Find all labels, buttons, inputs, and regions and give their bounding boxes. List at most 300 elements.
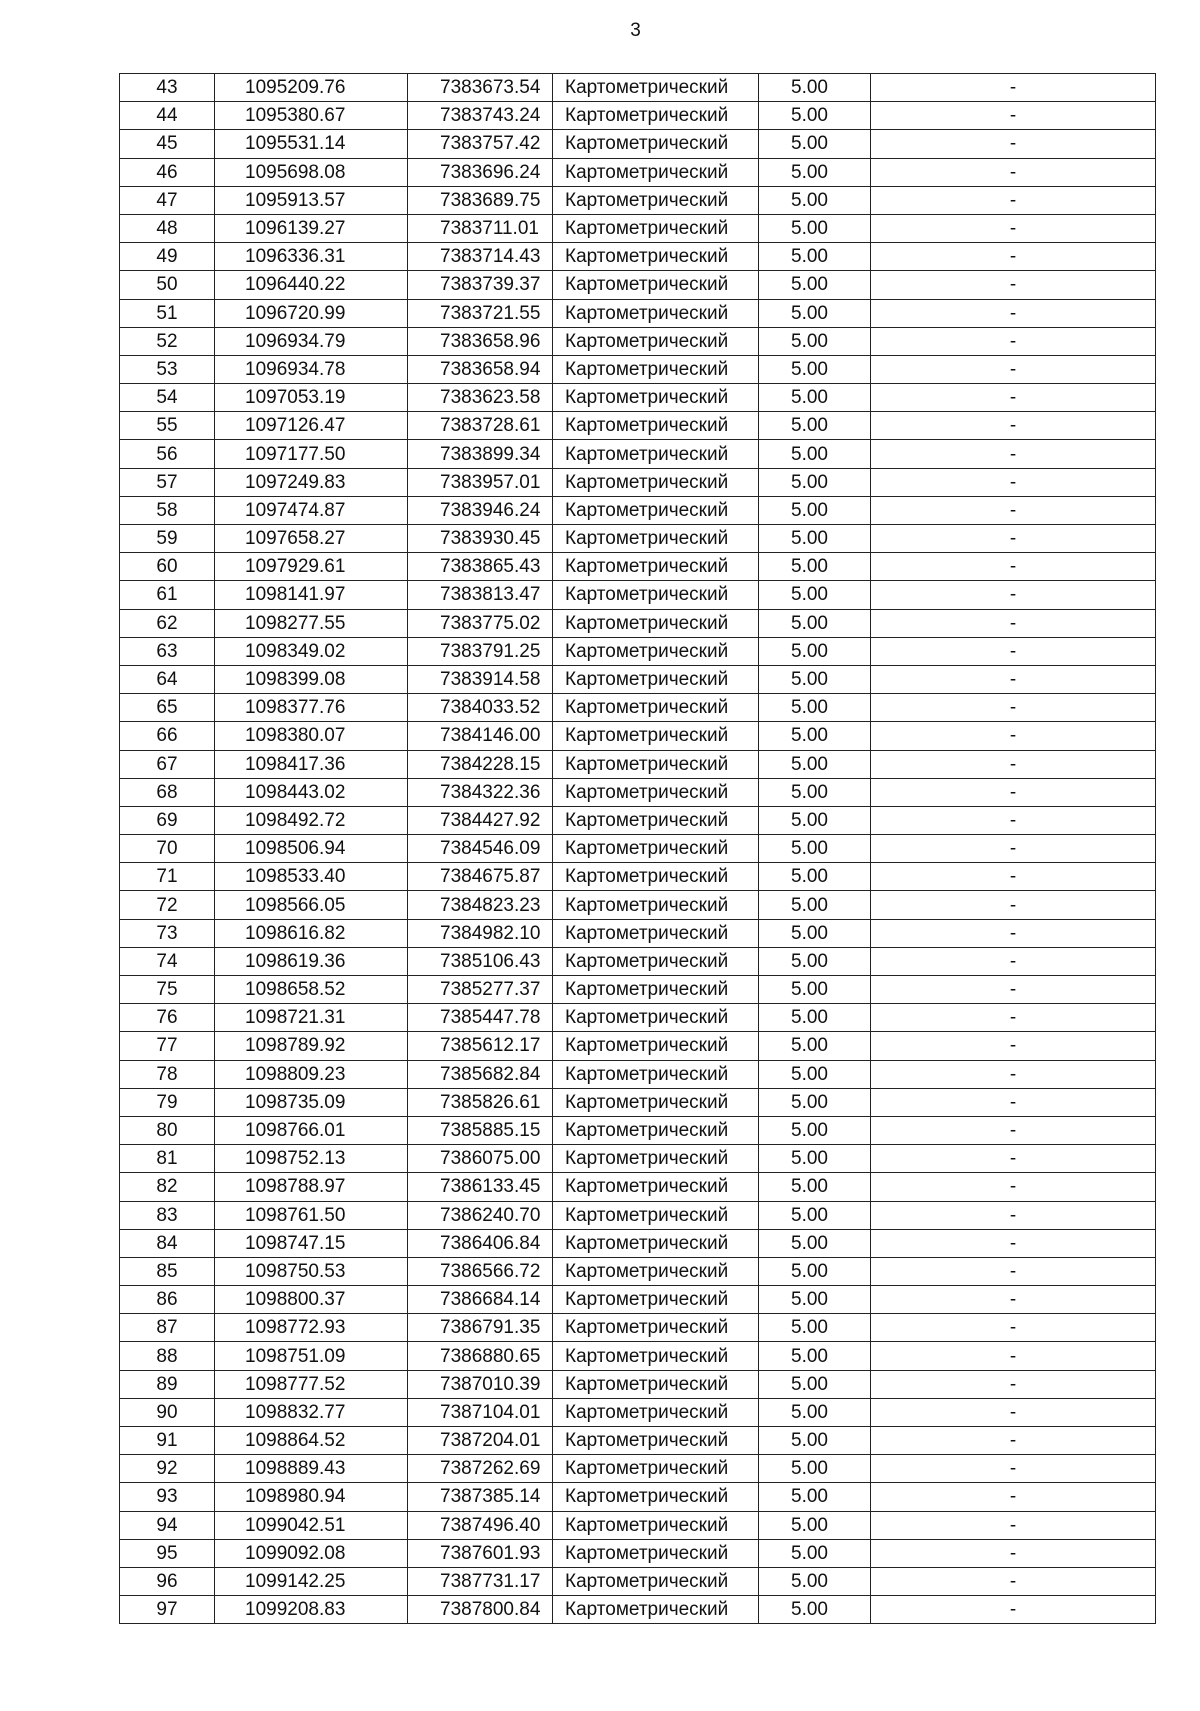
- accuracy-cell: 5.00: [759, 750, 871, 778]
- note-cell: -: [871, 1342, 1156, 1370]
- point-number-cell: 60: [120, 553, 215, 581]
- method-cell: Картометрический: [553, 863, 759, 891]
- method-cell: Картометрический: [553, 553, 759, 581]
- point-number-cell: 77: [120, 1032, 215, 1060]
- note-cell: -: [871, 919, 1156, 947]
- table-row: [120, 1455, 1156, 1483]
- note-cell: -: [871, 130, 1156, 158]
- y-coordinate-cell: 7383865.43: [408, 553, 553, 581]
- x-coordinate-cell: 1098761.50: [215, 1201, 408, 1229]
- accuracy-cell: 5.00: [759, 1116, 871, 1144]
- point-number-cell: 78: [120, 1060, 215, 1088]
- note-cell: -: [871, 1539, 1156, 1567]
- y-coordinate-cell: 7386075.00: [408, 1145, 553, 1173]
- note-cell: -: [871, 750, 1156, 778]
- accuracy-cell: 5.00: [759, 496, 871, 524]
- note-cell: -: [871, 1032, 1156, 1060]
- x-coordinate-cell: 1099142.25: [215, 1567, 408, 1595]
- x-coordinate-cell: 1097177.50: [215, 440, 408, 468]
- method-cell: Картометрический: [553, 581, 759, 609]
- note-cell: -: [871, 1286, 1156, 1314]
- accuracy-cell: 5.00: [759, 468, 871, 496]
- y-coordinate-cell: 7385612.17: [408, 1032, 553, 1060]
- x-coordinate-cell: 1097249.83: [215, 468, 408, 496]
- table-row: [120, 1370, 1156, 1398]
- method-cell: Картометрический: [553, 1398, 759, 1426]
- note-cell: -: [871, 637, 1156, 665]
- y-coordinate-cell: 7386791.35: [408, 1314, 553, 1342]
- y-coordinate-cell: 7383739.37: [408, 271, 553, 299]
- y-coordinate-cell: 7387385.14: [408, 1483, 553, 1511]
- x-coordinate-cell: 1097474.87: [215, 496, 408, 524]
- accuracy-cell: 5.00: [759, 1567, 871, 1595]
- y-coordinate-cell: 7383714.43: [408, 243, 553, 271]
- y-coordinate-cell: 7383757.42: [408, 130, 553, 158]
- point-number-cell: 71: [120, 863, 215, 891]
- point-number-cell: 46: [120, 158, 215, 186]
- method-cell: Картометрический: [553, 412, 759, 440]
- note-cell: -: [871, 186, 1156, 214]
- x-coordinate-cell: 1098506.94: [215, 835, 408, 863]
- point-number-cell: 54: [120, 384, 215, 412]
- x-coordinate-cell: 1098443.02: [215, 778, 408, 806]
- accuracy-cell: 5.00: [759, 581, 871, 609]
- y-coordinate-cell: 7384823.23: [408, 891, 553, 919]
- accuracy-cell: 5.00: [759, 722, 871, 750]
- table-row: [120, 750, 1156, 778]
- y-coordinate-cell: 7385885.15: [408, 1116, 553, 1144]
- accuracy-cell: 5.00: [759, 1201, 871, 1229]
- accuracy-cell: 5.00: [759, 609, 871, 637]
- method-cell: Картометрический: [553, 694, 759, 722]
- y-coordinate-cell: 7383696.24: [408, 158, 553, 186]
- method-cell: Картометрический: [553, 976, 759, 1004]
- method-cell: Картометрический: [553, 1145, 759, 1173]
- table-row: [120, 947, 1156, 975]
- note-cell: -: [871, 581, 1156, 609]
- y-coordinate-cell: 7384675.87: [408, 863, 553, 891]
- note-cell: -: [871, 243, 1156, 271]
- x-coordinate-cell: 1098766.01: [215, 1116, 408, 1144]
- x-coordinate-cell: 1096934.79: [215, 327, 408, 355]
- x-coordinate-cell: 1098832.77: [215, 1398, 408, 1426]
- page-number: 3: [630, 20, 641, 41]
- point-number-cell: 67: [120, 750, 215, 778]
- note-cell: -: [871, 665, 1156, 693]
- x-coordinate-cell: 1098777.52: [215, 1370, 408, 1398]
- table-row: [120, 722, 1156, 750]
- y-coordinate-cell: 7384146.00: [408, 722, 553, 750]
- x-coordinate-cell: 1096336.31: [215, 243, 408, 271]
- point-number-cell: 48: [120, 214, 215, 242]
- accuracy-cell: 5.00: [759, 665, 871, 693]
- method-cell: Картометрический: [553, 384, 759, 412]
- point-number-cell: 72: [120, 891, 215, 919]
- table-row: [120, 553, 1156, 581]
- method-cell: Картометрический: [553, 158, 759, 186]
- x-coordinate-cell: 1096440.22: [215, 271, 408, 299]
- method-cell: Картометрический: [553, 74, 759, 102]
- method-cell: Картометрический: [553, 1201, 759, 1229]
- accuracy-cell: 5.00: [759, 947, 871, 975]
- x-coordinate-cell: 1098772.93: [215, 1314, 408, 1342]
- note-cell: -: [871, 1060, 1156, 1088]
- accuracy-cell: 5.00: [759, 102, 871, 130]
- y-coordinate-cell: 7385106.43: [408, 947, 553, 975]
- point-number-cell: 86: [120, 1286, 215, 1314]
- accuracy-cell: 5.00: [759, 1060, 871, 1088]
- accuracy-cell: 5.00: [759, 1286, 871, 1314]
- accuracy-cell: 5.00: [759, 186, 871, 214]
- y-coordinate-cell: 7387800.84: [408, 1596, 553, 1624]
- method-cell: Картометрический: [553, 919, 759, 947]
- accuracy-cell: 5.00: [759, 1596, 871, 1624]
- point-number-cell: 61: [120, 581, 215, 609]
- note-cell: -: [871, 1370, 1156, 1398]
- point-number-cell: 87: [120, 1314, 215, 1342]
- point-number-cell: 55: [120, 412, 215, 440]
- accuracy-cell: 5.00: [759, 1173, 871, 1201]
- method-cell: Картометрический: [553, 1539, 759, 1567]
- accuracy-cell: 5.00: [759, 863, 871, 891]
- x-coordinate-cell: 1098747.15: [215, 1229, 408, 1257]
- accuracy-cell: 5.00: [759, 835, 871, 863]
- method-cell: Картометрический: [553, 271, 759, 299]
- table-row: [120, 440, 1156, 468]
- table-row: [120, 863, 1156, 891]
- accuracy-cell: 5.00: [759, 412, 871, 440]
- accuracy-cell: 5.00: [759, 1398, 871, 1426]
- y-coordinate-cell: 7384427.92: [408, 806, 553, 834]
- accuracy-cell: 5.00: [759, 525, 871, 553]
- x-coordinate-cell: 1099042.51: [215, 1511, 408, 1539]
- y-coordinate-cell: 7385682.84: [408, 1060, 553, 1088]
- x-coordinate-cell: 1098750.53: [215, 1257, 408, 1285]
- y-coordinate-cell: 7387010.39: [408, 1370, 553, 1398]
- y-coordinate-cell: 7383721.55: [408, 299, 553, 327]
- note-cell: -: [871, 806, 1156, 834]
- table-row: [120, 1229, 1156, 1257]
- method-cell: Картометрический: [553, 1511, 759, 1539]
- accuracy-cell: 5.00: [759, 1088, 871, 1116]
- method-cell: Картометрический: [553, 496, 759, 524]
- table-row: [120, 299, 1156, 327]
- point-number-cell: 79: [120, 1088, 215, 1116]
- method-cell: Картометрический: [553, 440, 759, 468]
- point-number-cell: 88: [120, 1342, 215, 1370]
- table-row: [120, 525, 1156, 553]
- table-row: [120, 1398, 1156, 1426]
- x-coordinate-cell: 1098809.23: [215, 1060, 408, 1088]
- table-row: [120, 1088, 1156, 1116]
- method-cell: Картометрический: [553, 1286, 759, 1314]
- y-coordinate-cell: 7383689.75: [408, 186, 553, 214]
- y-coordinate-cell: 7387731.17: [408, 1567, 553, 1595]
- y-coordinate-cell: 7387601.93: [408, 1539, 553, 1567]
- note-cell: -: [871, 778, 1156, 806]
- x-coordinate-cell: 1098277.55: [215, 609, 408, 637]
- x-coordinate-cell: 1095913.57: [215, 186, 408, 214]
- table-row: [120, 271, 1156, 299]
- x-coordinate-cell: 1096720.99: [215, 299, 408, 327]
- accuracy-cell: 5.00: [759, 355, 871, 383]
- note-cell: -: [871, 74, 1156, 102]
- y-coordinate-cell: 7386406.84: [408, 1229, 553, 1257]
- point-number-cell: 96: [120, 1567, 215, 1595]
- point-number-cell: 52: [120, 327, 215, 355]
- note-cell: -: [871, 891, 1156, 919]
- table-row: [120, 835, 1156, 863]
- table-row: [120, 1060, 1156, 1088]
- table-row: [120, 665, 1156, 693]
- x-coordinate-cell: 1095531.14: [215, 130, 408, 158]
- point-number-cell: 64: [120, 665, 215, 693]
- point-number-cell: 47: [120, 186, 215, 214]
- table-row: [120, 1032, 1156, 1060]
- accuracy-cell: 5.00: [759, 271, 871, 299]
- accuracy-cell: 5.00: [759, 637, 871, 665]
- y-coordinate-cell: 7384033.52: [408, 694, 553, 722]
- y-coordinate-cell: 7383658.94: [408, 355, 553, 383]
- method-cell: Картометрический: [553, 327, 759, 355]
- accuracy-cell: 5.00: [759, 1229, 871, 1257]
- accuracy-cell: 5.00: [759, 74, 871, 102]
- coordinates-table: [119, 73, 1156, 1624]
- point-number-cell: 70: [120, 835, 215, 863]
- note-cell: -: [871, 694, 1156, 722]
- note-cell: -: [871, 1314, 1156, 1342]
- table-row: [120, 327, 1156, 355]
- accuracy-cell: 5.00: [759, 694, 871, 722]
- point-number-cell: 56: [120, 440, 215, 468]
- y-coordinate-cell: 7383743.24: [408, 102, 553, 130]
- y-coordinate-cell: 7386240.70: [408, 1201, 553, 1229]
- x-coordinate-cell: 1098533.40: [215, 863, 408, 891]
- method-cell: Картометрический: [553, 102, 759, 130]
- method-cell: Картометрический: [553, 1455, 759, 1483]
- y-coordinate-cell: 7383728.61: [408, 412, 553, 440]
- method-cell: Картометрический: [553, 1342, 759, 1370]
- table-row: [120, 496, 1156, 524]
- table-row: [120, 1004, 1156, 1032]
- point-number-cell: 89: [120, 1370, 215, 1398]
- point-number-cell: 73: [120, 919, 215, 947]
- point-number-cell: 43: [120, 74, 215, 102]
- method-cell: Картометрический: [553, 525, 759, 553]
- accuracy-cell: 5.00: [759, 1539, 871, 1567]
- note-cell: -: [871, 835, 1156, 863]
- note-cell: -: [871, 1088, 1156, 1116]
- y-coordinate-cell: 7387496.40: [408, 1511, 553, 1539]
- note-cell: -: [871, 299, 1156, 327]
- table-row: [120, 1511, 1156, 1539]
- point-number-cell: 58: [120, 496, 215, 524]
- table-row: [120, 1596, 1156, 1624]
- table-row: [120, 214, 1156, 242]
- point-number-cell: 93: [120, 1483, 215, 1511]
- x-coordinate-cell: 1097929.61: [215, 553, 408, 581]
- note-cell: -: [871, 1201, 1156, 1229]
- note-cell: -: [871, 609, 1156, 637]
- point-number-cell: 57: [120, 468, 215, 496]
- method-cell: Картометрический: [553, 806, 759, 834]
- y-coordinate-cell: 7383673.54: [408, 74, 553, 102]
- table-row: [120, 1257, 1156, 1285]
- x-coordinate-cell: 1098658.52: [215, 976, 408, 1004]
- point-number-cell: 69: [120, 806, 215, 834]
- table-row: [120, 1539, 1156, 1567]
- x-coordinate-cell: 1098566.05: [215, 891, 408, 919]
- accuracy-cell: 5.00: [759, 891, 871, 919]
- method-cell: Картометрический: [553, 1088, 759, 1116]
- note-cell: -: [871, 1483, 1156, 1511]
- method-cell: Картометрический: [553, 1060, 759, 1088]
- point-number-cell: 80: [120, 1116, 215, 1144]
- accuracy-cell: 5.00: [759, 214, 871, 242]
- x-coordinate-cell: 1098735.09: [215, 1088, 408, 1116]
- x-coordinate-cell: 1098752.13: [215, 1145, 408, 1173]
- x-coordinate-cell: 1096139.27: [215, 214, 408, 242]
- note-cell: -: [871, 1596, 1156, 1624]
- point-number-cell: 85: [120, 1257, 215, 1285]
- y-coordinate-cell: 7386566.72: [408, 1257, 553, 1285]
- y-coordinate-cell: 7384322.36: [408, 778, 553, 806]
- y-coordinate-cell: 7383946.24: [408, 496, 553, 524]
- point-number-cell: 49: [120, 243, 215, 271]
- accuracy-cell: 5.00: [759, 440, 871, 468]
- method-cell: Картометрический: [553, 835, 759, 863]
- x-coordinate-cell: 1098751.09: [215, 1342, 408, 1370]
- y-coordinate-cell: 7383813.47: [408, 581, 553, 609]
- table-row: [120, 1342, 1156, 1370]
- y-coordinate-cell: 7383899.34: [408, 440, 553, 468]
- x-coordinate-cell: 1098721.31: [215, 1004, 408, 1032]
- table-row: [120, 694, 1156, 722]
- table-row: [120, 581, 1156, 609]
- y-coordinate-cell: 7386133.45: [408, 1173, 553, 1201]
- y-coordinate-cell: 7385826.61: [408, 1088, 553, 1116]
- table-row: [120, 1201, 1156, 1229]
- note-cell: -: [871, 440, 1156, 468]
- coordinates-table-body: [120, 74, 1156, 1624]
- x-coordinate-cell: 1097126.47: [215, 412, 408, 440]
- method-cell: Картометрический: [553, 468, 759, 496]
- point-number-cell: 50: [120, 271, 215, 299]
- x-coordinate-cell: 1099092.08: [215, 1539, 408, 1567]
- accuracy-cell: 5.00: [759, 130, 871, 158]
- method-cell: Картометрический: [553, 186, 759, 214]
- point-number-cell: 83: [120, 1201, 215, 1229]
- method-cell: Картометрический: [553, 722, 759, 750]
- accuracy-cell: 5.00: [759, 384, 871, 412]
- x-coordinate-cell: 1095698.08: [215, 158, 408, 186]
- table-row: [120, 102, 1156, 130]
- accuracy-cell: 5.00: [759, 778, 871, 806]
- accuracy-cell: 5.00: [759, 299, 871, 327]
- note-cell: -: [871, 384, 1156, 412]
- note-cell: -: [871, 214, 1156, 242]
- table-row: [120, 1145, 1156, 1173]
- table-row: [120, 1286, 1156, 1314]
- point-number-cell: 62: [120, 609, 215, 637]
- note-cell: -: [871, 1427, 1156, 1455]
- x-coordinate-cell: 1098800.37: [215, 1286, 408, 1314]
- table-row: [120, 355, 1156, 383]
- accuracy-cell: 5.00: [759, 1032, 871, 1060]
- method-cell: Картометрический: [553, 1370, 759, 1398]
- note-cell: -: [871, 1455, 1156, 1483]
- x-coordinate-cell: 1097658.27: [215, 525, 408, 553]
- table-row: [120, 412, 1156, 440]
- note-cell: -: [871, 863, 1156, 891]
- accuracy-cell: 5.00: [759, 1370, 871, 1398]
- note-cell: -: [871, 976, 1156, 1004]
- table-row: [120, 609, 1156, 637]
- table-row: [120, 1427, 1156, 1455]
- note-cell: -: [871, 1145, 1156, 1173]
- note-cell: -: [871, 1004, 1156, 1032]
- x-coordinate-cell: 1099208.83: [215, 1596, 408, 1624]
- x-coordinate-cell: 1098380.07: [215, 722, 408, 750]
- y-coordinate-cell: 7383914.58: [408, 665, 553, 693]
- x-coordinate-cell: 1098788.97: [215, 1173, 408, 1201]
- y-coordinate-cell: 7383791.25: [408, 637, 553, 665]
- method-cell: Картометрический: [553, 750, 759, 778]
- y-coordinate-cell: 7387262.69: [408, 1455, 553, 1483]
- x-coordinate-cell: 1098619.36: [215, 947, 408, 975]
- point-number-cell: 95: [120, 1539, 215, 1567]
- note-cell: -: [871, 102, 1156, 130]
- point-number-cell: 91: [120, 1427, 215, 1455]
- note-cell: -: [871, 271, 1156, 299]
- x-coordinate-cell: 1098980.94: [215, 1483, 408, 1511]
- accuracy-cell: 5.00: [759, 1145, 871, 1173]
- note-cell: -: [871, 553, 1156, 581]
- accuracy-cell: 5.00: [759, 806, 871, 834]
- note-cell: -: [871, 496, 1156, 524]
- table-row: [120, 778, 1156, 806]
- y-coordinate-cell: 7383957.01: [408, 468, 553, 496]
- note-cell: -: [871, 412, 1156, 440]
- table-row: [120, 186, 1156, 214]
- note-cell: -: [871, 158, 1156, 186]
- accuracy-cell: 5.00: [759, 1314, 871, 1342]
- point-number-cell: 90: [120, 1398, 215, 1426]
- method-cell: Картометрический: [553, 665, 759, 693]
- accuracy-cell: 5.00: [759, 976, 871, 1004]
- x-coordinate-cell: 1098889.43: [215, 1455, 408, 1483]
- accuracy-cell: 5.00: [759, 327, 871, 355]
- y-coordinate-cell: 7383658.96: [408, 327, 553, 355]
- x-coordinate-cell: 1098377.76: [215, 694, 408, 722]
- accuracy-cell: 5.00: [759, 1342, 871, 1370]
- point-number-cell: 44: [120, 102, 215, 130]
- y-coordinate-cell: 7384546.09: [408, 835, 553, 863]
- point-number-cell: 75: [120, 976, 215, 1004]
- point-number-cell: 84: [120, 1229, 215, 1257]
- accuracy-cell: 5.00: [759, 1483, 871, 1511]
- point-number-cell: 94: [120, 1511, 215, 1539]
- table-row: [120, 243, 1156, 271]
- y-coordinate-cell: 7385447.78: [408, 1004, 553, 1032]
- note-cell: -: [871, 1116, 1156, 1144]
- method-cell: Картометрический: [553, 1567, 759, 1595]
- x-coordinate-cell: 1098492.72: [215, 806, 408, 834]
- point-number-cell: 74: [120, 947, 215, 975]
- accuracy-cell: 5.00: [759, 158, 871, 186]
- method-cell: Картометрический: [553, 1173, 759, 1201]
- note-cell: -: [871, 1229, 1156, 1257]
